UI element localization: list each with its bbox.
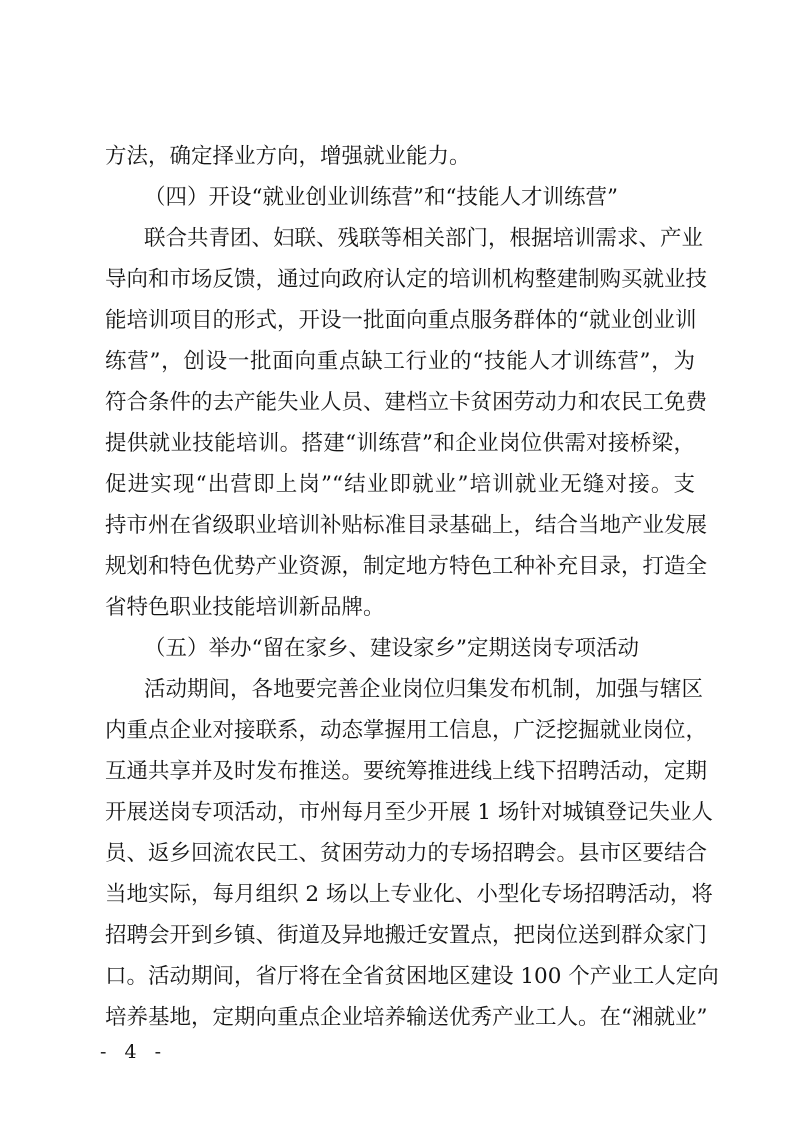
text-line: 开展送岗专项活动，市州每月至少开展 1 场针对城镇登记失业人 — [105, 800, 713, 825]
section-heading: （五）举办“留在家乡、建设家乡”定期送岗专项活动 — [144, 636, 639, 661]
text-line: 方法，确定择业方向，增强就业能力。 — [105, 144, 471, 169]
text-line: 规划和特色优势产业资源，制定地方特色工种补充目录，打造全 — [105, 554, 708, 579]
text-line: 促进实现“出营即上岗”“结业即就业”培训就业无缝对接。支 — [105, 472, 695, 497]
text-line: 能培训项目的形式，开设一批面向重点服务群体的“就业创业训 — [105, 308, 697, 333]
text-line: 符合条件的去产能失业人员、建档立卡贫困劳动力和农民工免费 — [105, 390, 708, 415]
paragraph-first-line: 联合共青团、妇联、残联等相关部门，根据培训需求、产业 — [144, 226, 704, 251]
text-line: 练营”，创设一批面向重点缺工行业的“技能人才训练营”，为 — [105, 349, 695, 374]
text-line: 导向和市场反馈，通过向政府认定的培训机构整建制购买就业技 — [105, 267, 708, 292]
section-heading: （四）开设“就业创业训练营”和“技能人才训练营” — [144, 185, 618, 210]
text-line: 口。活动期间，省厅将在全省贫困地区建设 100 个产业工人定向 — [105, 964, 719, 989]
text-line: 持市州在省级职业培训补贴标准目录基础上，结合当地产业发展 — [105, 513, 708, 538]
text-line: 招聘会开到乡镇、街道及异地搬迁安置点，把岗位送到群众家门 — [105, 923, 708, 948]
paragraph-first-line: 活动期间，各地要完善企业岗位归集发布机制，加强与辖区 — [144, 677, 704, 702]
text-line: 当地实际，每月组织 2 场以上专业化、小型化专场招聘活动，将 — [105, 882, 713, 907]
text-line: 员、返乡回流农民工、贫困劳动力的专场招聘会。县市区要结合 — [105, 841, 708, 866]
page-number: - 4 - — [100, 1041, 168, 1063]
text-line: 互通共享并及时发布推送。要统筹推进线上线下招聘活动，定期 — [105, 759, 708, 784]
text-line: 培养基地，定期向重点企业培养输送优秀产业工人。在“湘就业” — [105, 1005, 708, 1030]
text-line: 提供就业技能培训。搭建“训练营”和企业岗位供需对接桥梁， — [105, 431, 695, 456]
text-line: 内重点企业对接联系，动态掌握用工信息，广泛挖掘就业岗位， — [105, 718, 708, 743]
text-line: 省特色职业技能培训新品牌。 — [105, 595, 385, 620]
